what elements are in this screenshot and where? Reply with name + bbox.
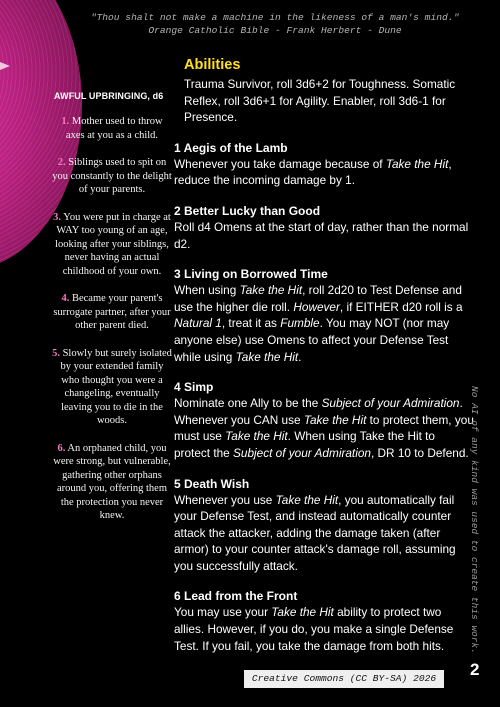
ability-title: 5 Death Wish	[174, 476, 250, 491]
no-ai-notice: No AI of any kind was used to create this work.	[469, 386, 480, 654]
ability-text: When using Take the Hit, roll 2d20 to Test Defense and use the higher die roll. However, if EITHER d20 roll is a Natural 1, treat it as Fumble. You may NOT (nor may anyone else) use Omens to affect your Defense Test while using Take the Hit.	[174, 283, 463, 364]
upbringing-option	[52, 115, 172, 142]
option-number: 2.	[57, 157, 66, 168]
license-footer: Creative Commons (CC BY-SA) 2026	[244, 670, 444, 688]
epigraph-quote: "Thou shalt not make a machine in the likeness of a man's mind."	[90, 12, 460, 23]
option-number: 3.	[53, 211, 62, 223]
page-number: 2	[470, 660, 480, 679]
option-text: You were put in charge at WAY too young of an age, looking after your siblings, never having an actual childhood of your own.	[55, 211, 171, 277]
option-number: 6.	[57, 442, 66, 454]
abilities-section	[174, 57, 474, 654]
ability-title: 6 Lead from the Front	[174, 589, 298, 604]
option-text: Became your parent's surrogate partner, after your other parent died.	[53, 293, 171, 331]
option-text: Siblings used to spit on you constantly to the delight of your parents.	[52, 157, 172, 195]
upbringing-option	[52, 442, 172, 523]
ability-text: Nominate one Ally to be the Subject of your Admiration. Whenever you CAN use Take the Hit to protect them, you must use Take the Hit. When using Take the Hit to protect the Subject of your Admiration, DR 10 to Defend.	[174, 396, 474, 460]
abilities-intro: Trauma Survivor, roll 3d6+2 for Toughness. Somatic Reflex, roll 3d6+1 for Agility. Enabler, roll 3d6-1 for Presence.	[184, 77, 456, 125]
white-shard-icon	[0, 62, 10, 70]
ability-text: Whenever you take damage because of Take the Hit, reduce the incoming damage by 1.	[174, 156, 452, 188]
upbringing-option	[52, 292, 172, 333]
ability-2	[174, 203, 474, 252]
upbringing-option	[52, 347, 172, 428]
option-number: 4.	[61, 293, 70, 304]
ability-title: 4 Simp	[174, 380, 214, 395]
upbringing-option	[52, 156, 172, 197]
ability-text: You may use your Take the Hit ability to protect two allies. However, if you do, you make a single Defense Test. If you fail, you take the damage from both hits.	[174, 605, 454, 653]
ability-1	[174, 140, 474, 189]
abilities-heading: Abilities	[184, 57, 241, 73]
upbringing-table	[52, 91, 172, 537]
ability-3	[174, 266, 474, 365]
option-text: Slowly but surely isolated by your extended family who thought you were a changeling, eventually leaving you to die in the woods.	[60, 347, 172, 426]
ability-5	[174, 476, 474, 575]
option-text: Mother used to throw axes at you as a child.	[65, 116, 163, 141]
upbringing-option	[52, 211, 172, 279]
option-number: 5.	[52, 347, 60, 359]
ability-6	[174, 588, 474, 654]
epigraph	[60, 11, 490, 37]
upbringing-title: AWFUL UPBRINGING, d6	[54, 91, 164, 101]
ability-text: Roll d4 Omens at the start of day, rather than the normal d2.	[174, 219, 469, 251]
epigraph-attribution: Orange Catholic Bible - Frank Herbert - Dune	[148, 25, 402, 36]
ability-title: 3 Living on Borrowed Time	[174, 267, 328, 282]
option-number: 1.	[61, 116, 70, 127]
ability-text: Whenever you use Take the Hit, you automatically fail your Defense Test, and instead automatically counter attack the attacker, adding the damage taken (after armor) to your counter attack's damage roll, assuming you successfully attack.	[174, 492, 456, 573]
ability-title: 2 Better Lucky than Good	[174, 203, 321, 218]
option-text: An orphaned child, you were strong, but vulnerable, gathering other orphans around you, offering them the protection you never knew.	[53, 442, 171, 521]
ability-4	[174, 379, 474, 461]
ability-title: 1 Aegis of the Lamb	[174, 140, 288, 155]
